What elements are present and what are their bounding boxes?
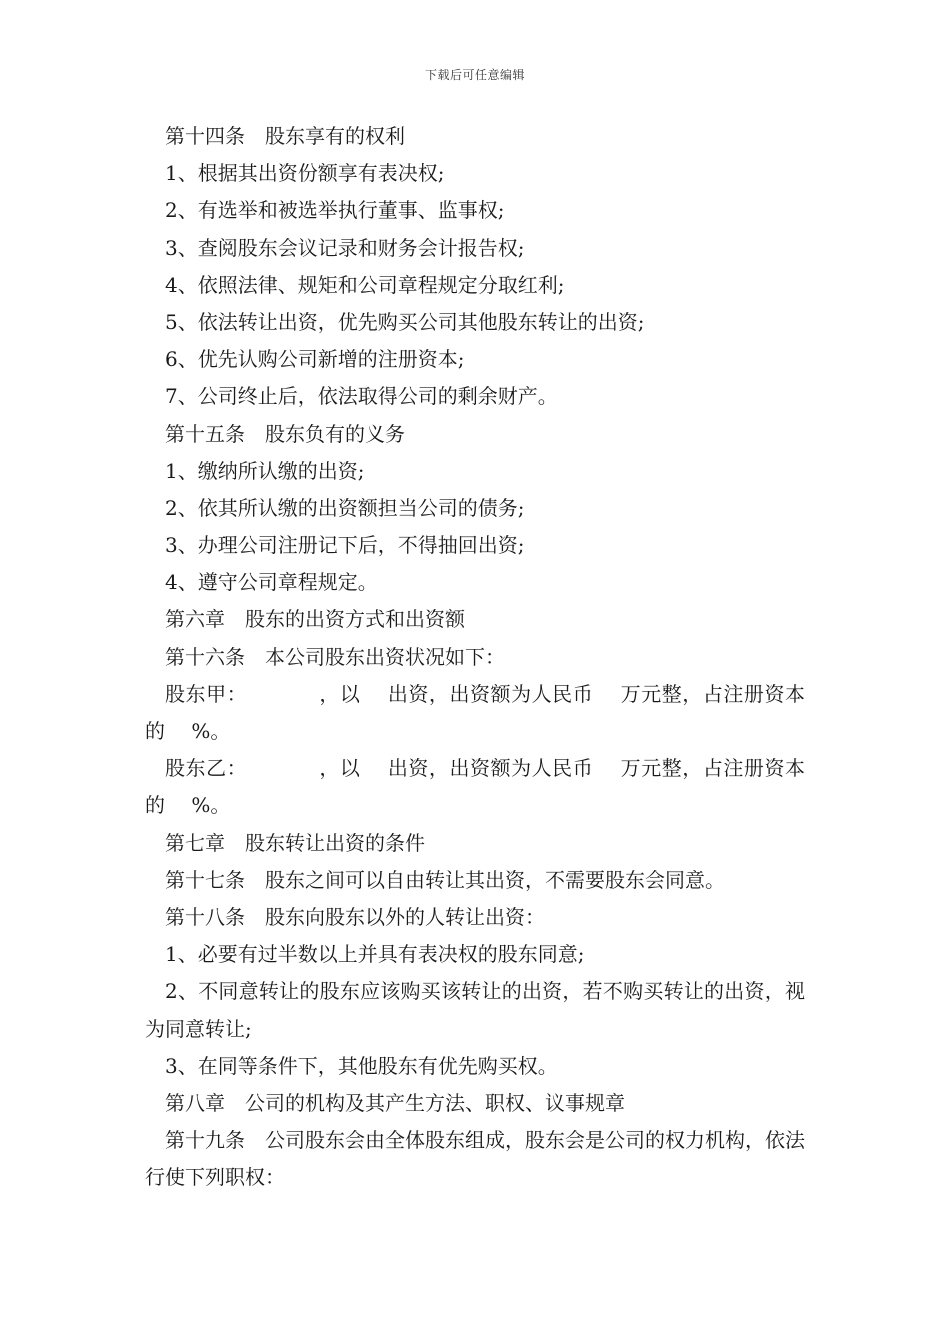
article-14-item-7: 7、公司终止后，依法取得公司的剩余财产。 — [165, 384, 558, 409]
shareholder-a-paragraph: 股东甲： ，以 出资，出资额为人民币 万元整，占注册资本的 %。 — [145, 681, 805, 744]
article-18-item-3: 3、在同等条件下，其他股东有优先购买权。 — [165, 1053, 558, 1078]
shareholder-b-paragraph: 股东乙： ，以 出资，出资额为人民币 万元整，占注册资本的 %。 — [145, 756, 805, 818]
article-15-item-1: 1、缴纳所认缴的出资; — [165, 458, 365, 483]
article-14-item-5: 5、依法转让出资，优先购买公司其他股东转让的出资; — [165, 309, 645, 334]
chapter-6-title: 第六章 股东的出资方式和出资额 — [165, 607, 465, 632]
page-header-note: 下载后可任意编辑 — [424, 68, 525, 82]
document-body — [145, 118, 805, 1197]
article-19-paragraph: 第十九条 公司股东会由全体股东组成，股东会是公司的权力机构，依法行使下列职权： — [145, 1128, 805, 1190]
article-18-title: 第十八条 股东向股东以外的人转让出资： — [165, 904, 545, 929]
article-15-item-3: 3、办理公司注册记下后，不得抽回出资; — [165, 533, 525, 558]
article-17: 第十七条 股东之间可以自由转让其出资，不需要股东会同意。 — [165, 867, 725, 892]
article-15-item-2: 2、依其所认缴的出资额担当公司的债务; — [165, 495, 525, 520]
article-15-title: 第十五条 股东负有的义务 — [165, 421, 405, 446]
article-16-title: 第十六条 本公司股东出资状况如下： — [165, 644, 505, 669]
chapter-7-title: 第七章 股东转让出资的条件 — [165, 830, 425, 855]
article-14-item-1: 1、根据其出资份额享有表决权; — [165, 161, 445, 186]
article-18-item-1: 1、必要有过半数以上并具有表决权的股东同意; — [165, 942, 585, 967]
article-15-item-4: 4、遵守公司章程规定。 — [165, 570, 378, 595]
article-14-title: 第十四条 股东享有的权利 — [165, 124, 405, 148]
article-14-item-6: 6、优先认购公司新增的注册资本; — [165, 347, 465, 372]
article-18-item-2: 2、不同意转让的股东应该购买该转让的出资，若不购买转让的出资，视为同意转让; — [145, 979, 805, 1041]
article-14-item-3: 3、查阅股东会议记录和财务会计报告权; — [165, 235, 525, 260]
article-14-item-2: 2、有选举和被选举执行董事、监事权; — [165, 198, 505, 223]
chapter-8-title: 第八章 公司的机构及其产生方法、职权、议事规章 — [165, 1090, 625, 1115]
article-14-item-4: 4、依照法律、规矩和公司章程规定分取红利; — [165, 272, 565, 297]
